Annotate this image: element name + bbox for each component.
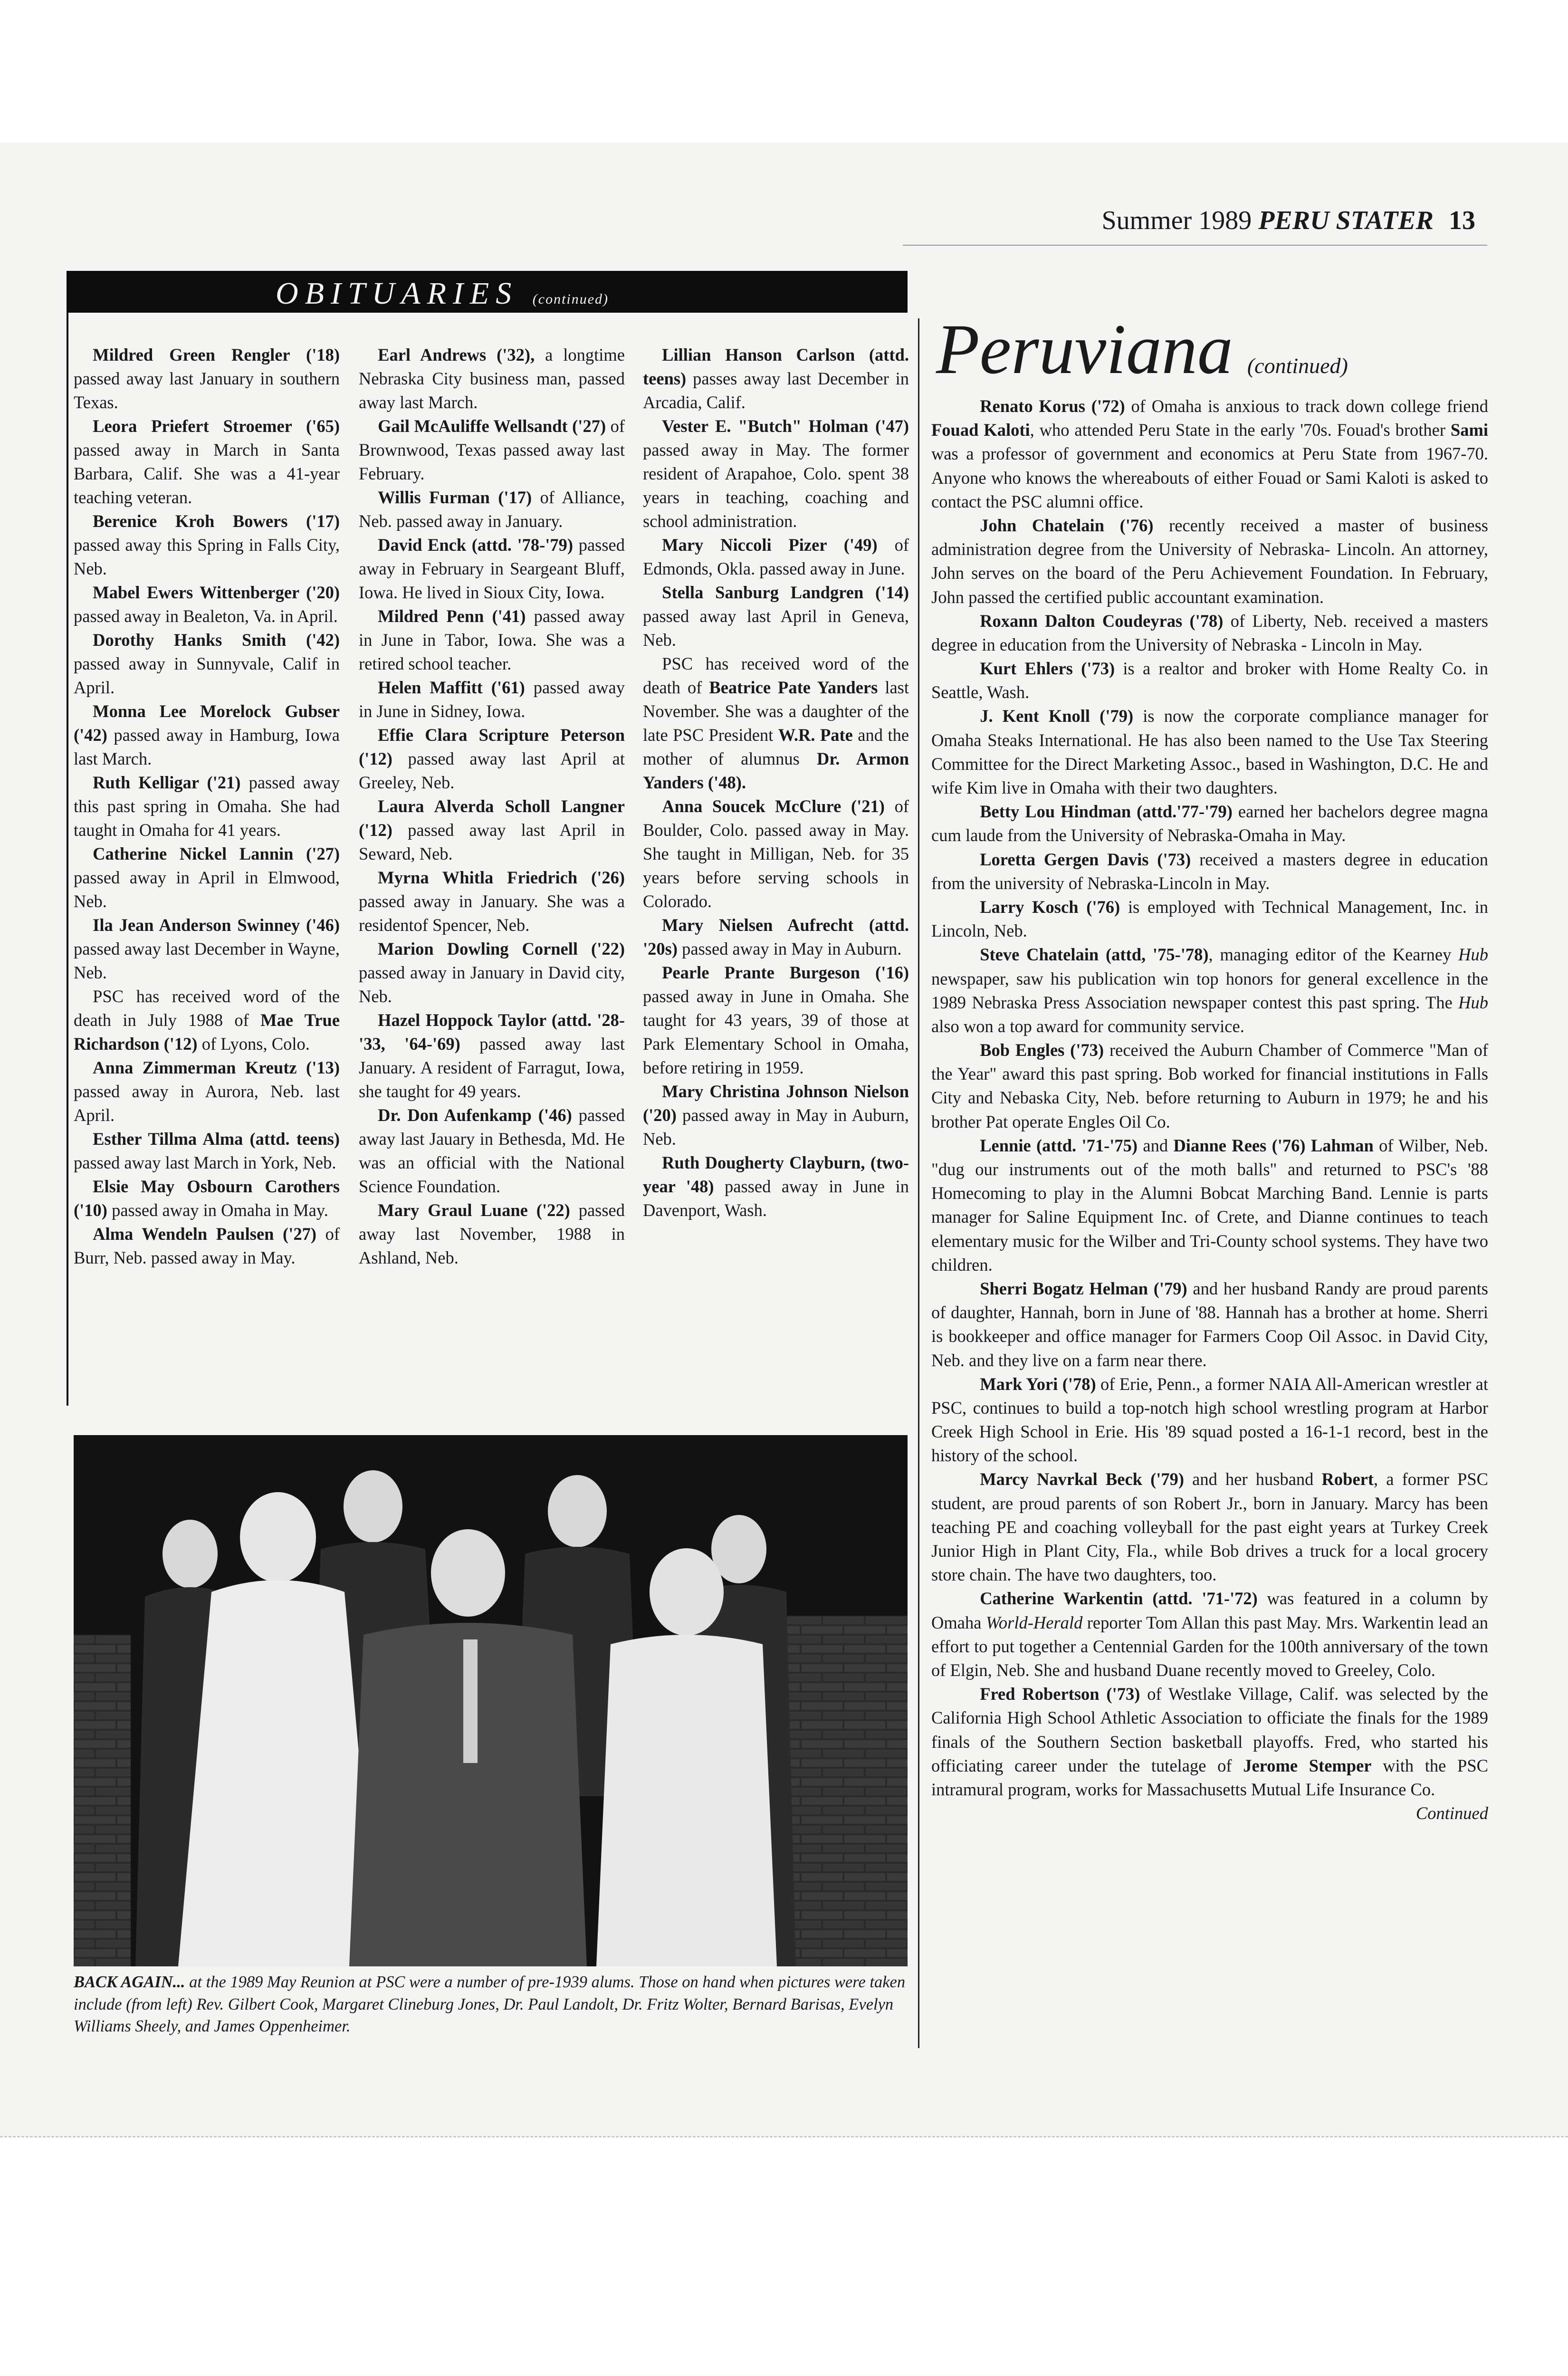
obituary-name: Dr. Armon Yanders ('48).: [643, 749, 909, 792]
obituary-name: Mary Christina Johnson Nielson ('20): [643, 1082, 909, 1125]
entry-text: also won a top award for community service.: [931, 1016, 1244, 1036]
obituary-text: of Boulder, Colo. passed away in May. She taught in Milligan, Neb. for 35 years before serving schools in Colorado.: [643, 796, 909, 911]
obituary-text: passed away in February in Seargeant Bluff, Iowa. He lived in Sioux City, Iowa.: [359, 535, 625, 602]
entry-text: and: [1138, 1135, 1174, 1155]
peruviana-entry: [931, 514, 1488, 609]
obituary-entry: [74, 1175, 340, 1222]
obituary-name: Monna Lee Morelock Gubser ('42): [74, 701, 340, 745]
obituary-entry: [74, 343, 340, 414]
obituary-entry: [359, 937, 625, 1008]
obituary-text: passed away last April in Seward, Neb.: [359, 820, 625, 863]
obituary-entry: [74, 628, 340, 699]
obituary-name: Mary Nielsen Aufrecht (attd. '20s): [643, 915, 909, 958]
entry-text: is now the corporate compliance manager for Omaha Steaks International. He has also been named to the Use Tax Steering Committee for the Direct Marketing Assoc., based in Washington, D.C. He and wife Kim live in Omaha with their two daughters.: [931, 706, 1489, 797]
obituary-text: passed away in June in Tabor, Iowa. She was a retired school teacher.: [359, 606, 625, 673]
publication-name: PERU STATER: [1258, 206, 1434, 235]
alumni-name: Lennie (attd. '71-'75): [980, 1135, 1138, 1155]
peruviana-entry: [931, 1467, 1488, 1587]
obituary-name: Myrna Whitla Friedrich ('26): [378, 868, 625, 887]
obituary-entry: [74, 1222, 340, 1270]
obituary-text: of Lyons, Colo.: [201, 1034, 310, 1054]
obituary-entry: [74, 581, 340, 628]
obituary-entry: [643, 961, 909, 1080]
alumni-name: Steve Chatelain (attd, '75-'78): [980, 945, 1209, 965]
obituary-name: Laura Alverda Scholl Langner ('12): [359, 796, 625, 840]
obituary-name: Mary Graul Luane ('22): [378, 1200, 570, 1220]
alumni-name: Jerome Stemper: [1243, 1755, 1372, 1775]
entry-text: and her husband Randy are proud parents of daughter, Hannah, born in June of '88. Hannah has a brother at home. Sherri is bookkeeper and office manager for Farmers Coop Oil Assoc. in David City, Neb. and they live on a farm near there.: [931, 1278, 1488, 1370]
obituary-name: Effie Clara Scripture Peterson ('12): [359, 725, 625, 768]
peruviana-entry: [931, 704, 1488, 800]
obituary-entry: [359, 795, 625, 866]
entry-text: , a former PSC student, are proud parents of son Robert Jr., born in January. Marcy has been teaching PE and coaching volleyball for the past eight years at Turkey Creek Junior High in Plant City, Fla., while Bob drives a truck for a local grocery store chain. The have two daughters, too.: [931, 1469, 1488, 1585]
obituary-text: passed away in May. The former resident of Arapahoe, Colo. spent 38 years in teaching, coaching and school administration.: [643, 440, 909, 531]
caption-lead: BACK AGAIN...: [74, 1973, 185, 1991]
page-number: 13: [1449, 206, 1475, 235]
obituary-name: Dorothy Hanks Smith ('42): [93, 630, 340, 650]
issue-date: Summer 1989: [1101, 206, 1252, 235]
obituary-name: Marion Dowling Cornell ('22): [378, 939, 625, 958]
obituary-entry: [359, 676, 625, 723]
obituary-text: of Edmonds, Okla. passed away in June.: [643, 535, 909, 578]
obituary-entry: [74, 985, 340, 1056]
obituary-text: of Brownwood, Texas passed away last February.: [359, 416, 625, 483]
obituary-entry: [359, 723, 625, 795]
peruviana-entry: [931, 1587, 1488, 1682]
peruviana-entry: [931, 1134, 1488, 1277]
obituary-entry: [359, 604, 625, 676]
alumni-name: Betty Lou Hindman (attd.'77-'79): [980, 802, 1233, 822]
obituary-entry: [643, 414, 909, 533]
entry-text: , who attended Peru State in the early '70s. Fouad's brother: [1030, 420, 1451, 440]
alumni-name: J. Kent Knoll ('79): [980, 706, 1134, 726]
entry-text: is a realtor and broker with Home Realty Co. in Seattle, Wash.: [931, 659, 1488, 702]
alumni-name: Dianne Rees ('76) Lahman: [1173, 1135, 1374, 1155]
obituaries-column-3: [643, 343, 909, 1222]
publication-title: Hub: [1458, 945, 1488, 965]
obituary-entry: [74, 414, 340, 509]
entry-text: with the PSC intramural program, works for Massachusetts Mutual Life Insurance Co.: [931, 1755, 1488, 1799]
obituary-text: passed away in June in Davenport, Wash.: [643, 1177, 909, 1220]
obituary-name: Leora Priefert Stroemer ('65): [93, 416, 340, 436]
obituary-name: W.R. Pate: [778, 725, 853, 745]
obituary-entry: [359, 343, 625, 414]
entry-text: and her husband: [1184, 1469, 1322, 1489]
obituary-name: Berenice Kroh Bowers ('17): [93, 511, 340, 531]
obituary-text: passed away in Bealeton, Va. in April.: [74, 606, 338, 626]
alumni-name: Sami: [1450, 420, 1488, 440]
obituary-entry: [643, 343, 909, 414]
entry-text: , managing editor of the Kearney: [1208, 945, 1459, 965]
page-margin-bottom: [0, 2136, 1568, 2376]
reunion-photo: [74, 1435, 908, 1966]
obituary-text: of Burr, Neb. passed away in May.: [74, 1224, 340, 1267]
obituary-text: passed away last January in southern Texas.: [74, 369, 340, 412]
alumni-name: Fouad Kaloti: [931, 420, 1030, 440]
continued-footer: Continued: [1415, 1803, 1488, 1823]
obituary-name: Mae True Richardson ('12): [74, 1010, 340, 1054]
obituary-name: Elsie May Osbourn Carothers ('10): [74, 1177, 340, 1220]
obituary-text: passed away last November, 1988 in Ashland, Neb.: [359, 1200, 625, 1267]
alumni-name: Fred Robertson ('73): [980, 1684, 1140, 1704]
obituary-text: passed away in April in Elmwood, Neb.: [74, 868, 340, 911]
obituary-entry: [643, 581, 909, 652]
obituary-name: Mabel Ewers Wittenberger ('20): [93, 583, 340, 602]
obituary-name: Alma Wendeln Paulsen ('27): [93, 1224, 316, 1244]
obituary-text: passed away last December in Wayne, Neb.: [74, 939, 340, 982]
obituary-text: a longtime Nebraska City business man, passed away last March.: [359, 345, 625, 412]
entry-text: received a masters degree in education from the university of Nebraska-Lincoln in May.: [931, 849, 1489, 893]
obituary-entry: [359, 1103, 625, 1198]
entry-text: newspaper, saw his publication win top honors for general excellence in the 1989 Nebraska Press Association newspaper contest this past spring. The: [931, 968, 1488, 1012]
obituary-entry: [359, 1008, 625, 1103]
obituaries-banner: [67, 271, 908, 313]
obituary-name: Esther Tillma Alma (attd. teens): [93, 1129, 340, 1149]
peruviana-rule: [918, 318, 919, 2048]
obituary-text: passed away in January. She was a residentof Spencer, Neb.: [359, 891, 625, 935]
obituary-entry: [74, 913, 340, 985]
obituary-entry: [359, 1198, 625, 1270]
obituary-name: Lillian Hanson Carlson (attd. teens): [643, 345, 909, 388]
alumni-name: Sherri Bogatz Helman ('79): [980, 1278, 1187, 1298]
obituary-entry: [74, 1056, 340, 1127]
obituary-name: Earl Andrews ('32),: [378, 345, 535, 364]
obituary-text: passed away in June in Omaha. She taught for 43 years, 39 of those at Park Elementary School in Omaha, before retiring in 1959.: [643, 987, 909, 1077]
obituary-text: last November. She was a daughter of the late PSC President: [643, 678, 909, 745]
obituary-name: Hazel Hoppock Taylor (attd. '28-'33, '64-'69): [359, 1010, 625, 1054]
obituary-text: passed away in January in David city, Neb.: [359, 963, 625, 1006]
obituaries-continued: (continued): [532, 291, 609, 307]
obituary-entry: [643, 795, 909, 913]
obituary-entry: [359, 486, 625, 533]
obituary-text: passed away in May in Auburn.: [682, 939, 902, 958]
photo-caption: [74, 1971, 908, 2038]
entry-text: of Westlake Village, Calif. was selected by the California High School Athletic Association to officiate the finals for the 1989 finals of the Southern Section basketball playoffs. Fred, who started his officiating career under the tutelage of: [931, 1684, 1488, 1775]
entry-text: of Omaha is anxious to track down college friend: [1125, 396, 1488, 416]
peruviana-entry: [931, 943, 1488, 1038]
publication-title: World-Herald: [985, 1612, 1083, 1632]
obituary-name: Pearle Prante Burgeson ('16): [662, 963, 909, 982]
obituary-name: Anna Zimmerman Kreutz ('13): [93, 1058, 340, 1077]
alumni-name: Larry Kosch ('76): [980, 897, 1120, 917]
peruviana-entry: [931, 394, 1488, 514]
publication-title: Hub: [1458, 992, 1488, 1012]
obituary-text: passed away in June in Sidney, Iowa.: [359, 678, 625, 721]
obituary-entry: [74, 1127, 340, 1175]
entry-text: of Erie, Penn., a former NAIA All-American wrestler at PSC, continues to build a top-notch high school wrestling program at Harbor Creek High School in Erie. His '89 squad posted a 16-1-1 record, best in the history of the school.: [931, 1374, 1489, 1466]
alumni-name: John Chatelain ('76): [980, 515, 1154, 535]
obituary-name: Dr. Don Aufenkamp ('46): [378, 1105, 572, 1125]
obituary-text: passed away this past spring in Omaha. She had taught in Omaha for 41 years.: [74, 773, 340, 840]
obituary-name: Catherine Nickel Lannin ('27): [93, 844, 340, 863]
obituaries-title: OBITUARIES (continued): [276, 276, 609, 311]
peruviana-entry: [931, 848, 1488, 895]
obituary-entry: [359, 533, 625, 604]
obituary-name: Ruth Dougherty Clayburn, (two-year '48): [643, 1153, 909, 1196]
entry-text: received the Auburn Chamber of Commerce "Man of the Year" award this past spring. Bob worked for financial institutions in Falls City and Nebaska City, Neb. before returning to Auburn in 1979; he and his brother Pat operate Engles Oil Co.: [931, 1040, 1488, 1131]
entry-text: earned her bachelors degree magna cum laude from the University of Nebraska-Omaha in May.: [931, 802, 1488, 845]
obituary-text: passed away in Sunnyvale, Calif in April.: [74, 654, 340, 697]
alumni-name: Kurt Ehlers ('73): [980, 659, 1115, 679]
obituary-name: Mary Niccoli Pizer ('49): [662, 535, 878, 555]
obituary-name: Gail McAuliffe Wellsandt ('27): [378, 416, 606, 436]
obituary-text: passed away last March in York, Neb.: [74, 1153, 336, 1172]
peruviana-entry: [931, 657, 1488, 704]
obituary-text: passed away in Aurora, Neb. last April.: [74, 1082, 340, 1125]
obituary-text: passed away last Jauary in Bethesda, Md. He was an official with the National Science Foundation.: [359, 1105, 625, 1196]
peruviana-heading: [936, 310, 1348, 389]
obituaries-column-2: [359, 343, 625, 1270]
alumni-name: Loretta Gergen Davis ('73): [980, 849, 1191, 869]
entry-text: of Wilber, Neb. "dug our instruments out of the moth balls" and returned to PSC's '88 Homecoming to play in the Alumni Bobcat Marching Band. Lennie is parts manager for Saline Equipment Inc. of Crete, and Dianne continues to teach elementary music for the Wilber and Tri-County school systems. They have two children.: [931, 1135, 1488, 1274]
entry-text: was a professor of government and economics at Peru State from 1967-70. Anyone who knows the whereabouts of either Fouad or Sami Kaloti is asked to contact the PSC alumni office.: [931, 444, 1488, 511]
alumni-name: Robert: [1321, 1469, 1374, 1489]
obituary-text: of Alliance, Neb. passed away in January.: [359, 488, 625, 531]
obituary-name: Mildred Green Rengler ('18): [93, 345, 340, 364]
obituary-name: Helen Maffitt ('61): [378, 678, 525, 697]
obituary-entry: [74, 509, 340, 581]
obituary-name: Beatrice Pate Yanders: [709, 678, 878, 697]
alumni-name: Marcy Navrkal Beck ('79): [980, 1469, 1185, 1489]
obituary-name: David Enck (attd. '78-'79): [378, 535, 574, 555]
peruviana-entry: [931, 1038, 1488, 1134]
obituary-text: and the mother of alumnus: [643, 725, 909, 768]
entry-text: reporter Tom Allan this past May. Mrs. Warkentin lead an effort to put together a Centennial Garden for the 100th anniversary of the town of Elgin, Neb. She and husband Duane recently moved to Greeley, Colo.: [931, 1612, 1488, 1680]
obituary-entry: [643, 1151, 909, 1222]
peruviana-entry: [931, 1277, 1488, 1372]
header-rule: [903, 245, 1487, 246]
alumni-name: Bob Engles ('73): [980, 1040, 1104, 1060]
obituary-text: PSC has received word of the death in July 1988 of: [74, 987, 340, 1030]
peruviana-entry: [931, 1372, 1488, 1468]
obituary-name: Ruth Kelligar ('21): [93, 773, 241, 792]
obituary-entry: [74, 699, 340, 771]
entry-text: of Liberty, Neb. received a masters degree in education from the University of Nebraska - Lincoln in May.: [931, 611, 1488, 654]
alumni-name: Catherine Warkentin (attd. '71-'72): [980, 1589, 1258, 1609]
alumni-name: Mark Yori ('78): [980, 1374, 1096, 1394]
obituary-text: passed away last April in Geneva, Neb.: [643, 606, 909, 650]
alumni-name: Renato Korus ('72): [980, 396, 1125, 416]
obituary-text: passed away in Omaha in May.: [112, 1200, 328, 1220]
obituary-name: Stella Sanburg Landgren ('14): [662, 583, 909, 602]
reunion-photo-image: [74, 1435, 908, 1966]
peruviana-entry: [931, 895, 1488, 943]
obituaries-column-1: [74, 343, 340, 1270]
obituary-text: passed away in Hamburg, Iowa last March.: [74, 725, 340, 768]
caption-text: at the 1989 May Reunion at PSC were a number of pre-1939 alums. Those on hand when pictures were taken include (from left) Rev. Gilbert Cook, Margaret Clineburg Jones, Dr. Paul Landolt, Dr. Fritz Wolter, Bernard Barisas, Evelyn Williams Sheely, and James Oppenheimer.: [74, 1973, 906, 2036]
obituary-text: passed away last January. A resident of Farragut, Iowa, she taught for 49 years.: [359, 1034, 625, 1101]
running-head: [1101, 205, 1475, 236]
obituary-name: Anna Soucek McClure ('21): [662, 796, 885, 816]
entry-text: is employed with Technical Management, Inc. in Lincoln, Neb.: [931, 897, 1489, 941]
peruviana-entry: [931, 1682, 1488, 1823]
obituary-text: passed away in May in Auburn, Neb.: [643, 1105, 909, 1149]
obituary-name: Willis Furman ('17): [378, 488, 532, 507]
obituary-entry: [359, 866, 625, 937]
obituary-entry: [359, 414, 625, 486]
obituary-name: Mildred Penn ('41): [378, 606, 526, 626]
peruviana-title: Peruviana: [936, 310, 1233, 389]
peruviana-entry: [931, 609, 1488, 657]
entry-text: was featured in a column by Omaha: [931, 1589, 1489, 1632]
entry-text: recently received a master of business administration degree from the University of Nebraska- Lincoln. An attorney, John serves on the board of the Peru Achievement Foundation. In February, John passed the certified public accountant examination.: [931, 515, 1488, 607]
obituary-entry: [643, 1080, 909, 1151]
peruviana-entry: [931, 800, 1488, 847]
page-margin-top: [0, 0, 1568, 143]
obituary-entry: [74, 842, 340, 913]
obituary-name: Ila Jean Anderson Swinney ('46): [93, 915, 340, 935]
obituary-text: passed away this Spring in Falls City, Neb.: [74, 535, 340, 578]
obituary-text: passed away in March in Santa Barbara, Calif. She was a 41-year teaching veteran.: [74, 440, 340, 507]
obituary-text: passed away last April at Greeley, Neb.: [359, 749, 625, 792]
peruviana-continued: (continued): [1247, 354, 1348, 378]
obituary-entry: [643, 533, 909, 581]
peruviana-column: [931, 394, 1488, 1825]
obituary-entry: [643, 913, 909, 961]
obituary-entry: [74, 771, 340, 842]
obituary-name: Vester E. "Butch" Holman ('47): [662, 416, 909, 436]
obituary-text: PSC has received word of the death of: [643, 654, 909, 697]
obituary-text: passes away last December in Arcadia, Calif.: [643, 369, 909, 412]
obituary-entry: [643, 652, 909, 795]
alumni-name: Roxann Dalton Coudeyras ('78): [980, 611, 1224, 631]
